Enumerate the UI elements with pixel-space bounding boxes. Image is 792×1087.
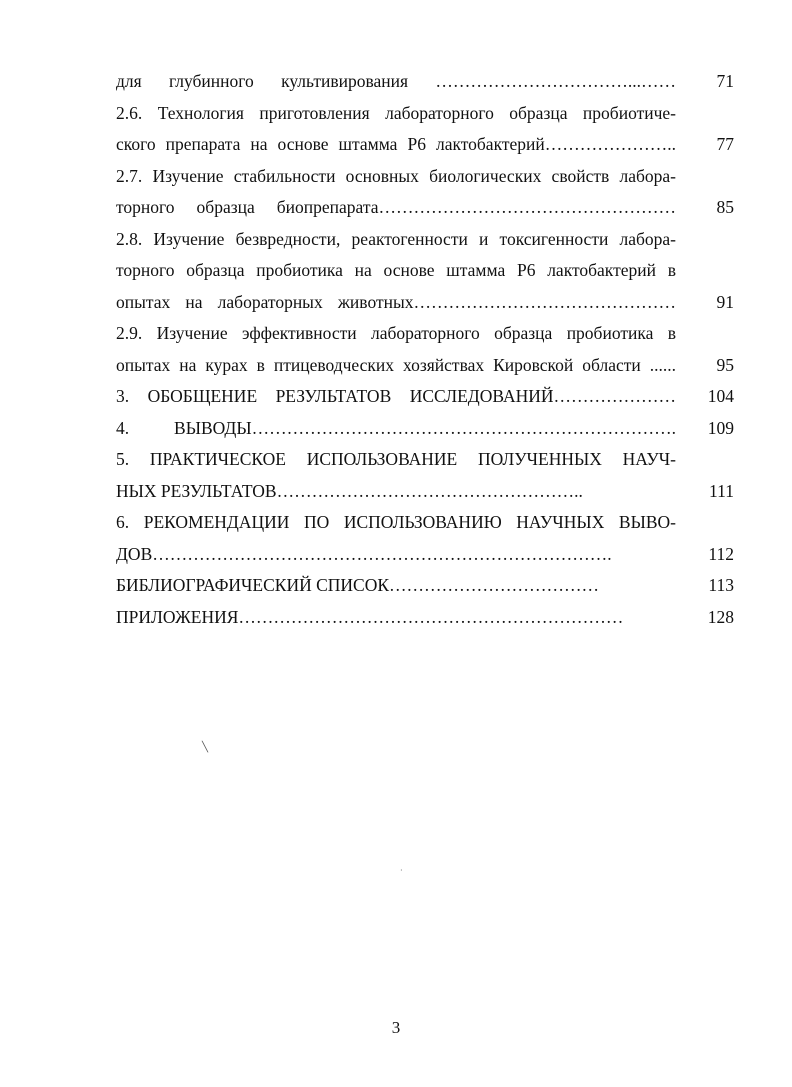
toc-line [116, 318, 736, 350]
toc-entry-text: 2.6. Технология приготовления лабораторного образца пробиотиче- [116, 102, 676, 123]
toc-line [116, 161, 736, 193]
toc-page-number: 71 [716, 71, 734, 91]
toc-line [116, 255, 736, 287]
scan-artifact: · [400, 866, 403, 875]
toc-entry-text: ДОВ……………………………………………………………………. [116, 543, 612, 564]
toc-line [116, 287, 736, 319]
toc-line [116, 539, 736, 571]
toc-entry-text: 5. ПРАКТИЧЕСКОЕ ИСПОЛЬЗОВАНИЕ ПОЛУЧЕННЫХ НАУЧ- [116, 449, 676, 469]
toc-entry-text: опытах на лабораторных животных……………………………………… [116, 291, 676, 312]
toc-page-number: 112 [708, 543, 734, 564]
toc-page-number: 128 [707, 606, 734, 627]
toc-entry-text: 3. ОБОБЩЕНИЕ РЕЗУЛЬТАТОВ ИССЛЕДОВАНИЙ………………… [116, 386, 676, 406]
toc-page-number: 113 [708, 575, 734, 595]
toc-line [116, 66, 736, 98]
toc-entry-text: 2.8. Изучение безвредности, реактогенности и токсигенности лабора- [116, 228, 676, 249]
toc-line [116, 129, 736, 161]
scan-artifact: ╲ [202, 742, 209, 753]
toc-page-number: 95 [716, 354, 734, 375]
toc-page-number: 104 [707, 386, 734, 406]
toc-line [116, 350, 736, 382]
toc-entry-text: ПРИЛОЖЕНИЯ………………………………………………………… [116, 606, 624, 627]
toc-entry-text: торного образца биопрепарата…………………………………………… [116, 197, 676, 217]
toc-page-number: 91 [716, 291, 734, 312]
toc-line [116, 476, 736, 508]
toc-line [116, 570, 736, 602]
toc-entry-text: 6. РЕКОМЕНДАЦИИ ПО ИСПОЛЬЗОВАНИЮ НАУЧНЫХ ВЫВО- [116, 512, 676, 532]
toc-entry-text: опытах на курах в птицеводческих хозяйствах Кировской области ...... [116, 354, 676, 375]
table-of-contents [116, 66, 736, 633]
toc-entry-text: 2.7. Изучение стабильности основных биологических свойств лабора- [116, 165, 676, 186]
toc-entry-text: для глубинного культивирования ……………………………...…… [116, 71, 676, 91]
toc-line [116, 381, 736, 413]
toc-entry-text: БИБЛИОГРАФИЧЕСКИЙ СПИСОК……………………………… [116, 575, 600, 595]
toc-line [116, 444, 736, 476]
toc-line [116, 224, 736, 256]
toc-line [116, 602, 736, 634]
toc-line [116, 192, 736, 224]
toc-entry-text: ского препарата на основе штамма Р6 лактобактерий………………….. [116, 134, 676, 154]
toc-line [116, 507, 736, 539]
toc-page-number: 85 [716, 197, 734, 217]
toc-page-number: 111 [709, 480, 734, 501]
toc-page-number: 77 [716, 134, 734, 154]
toc-entry-text: 4. ВЫВОДЫ………………………………………………………………. [116, 417, 676, 438]
toc-page-number: 109 [707, 417, 734, 438]
toc-entry-text: торного образца пробиотика на основе штамма Р6 лактобактерий в [116, 260, 676, 280]
toc-entry-text: 2.9. Изучение эффективности лабораторного образца пробиотика в [116, 323, 676, 343]
page-number: 3 [391, 1018, 401, 1037]
toc-line [116, 413, 736, 445]
toc-line [116, 98, 736, 130]
toc-entry-text: НЫХ РЕЗУЛЬТАТОВ…………………………………………….. [116, 480, 583, 501]
